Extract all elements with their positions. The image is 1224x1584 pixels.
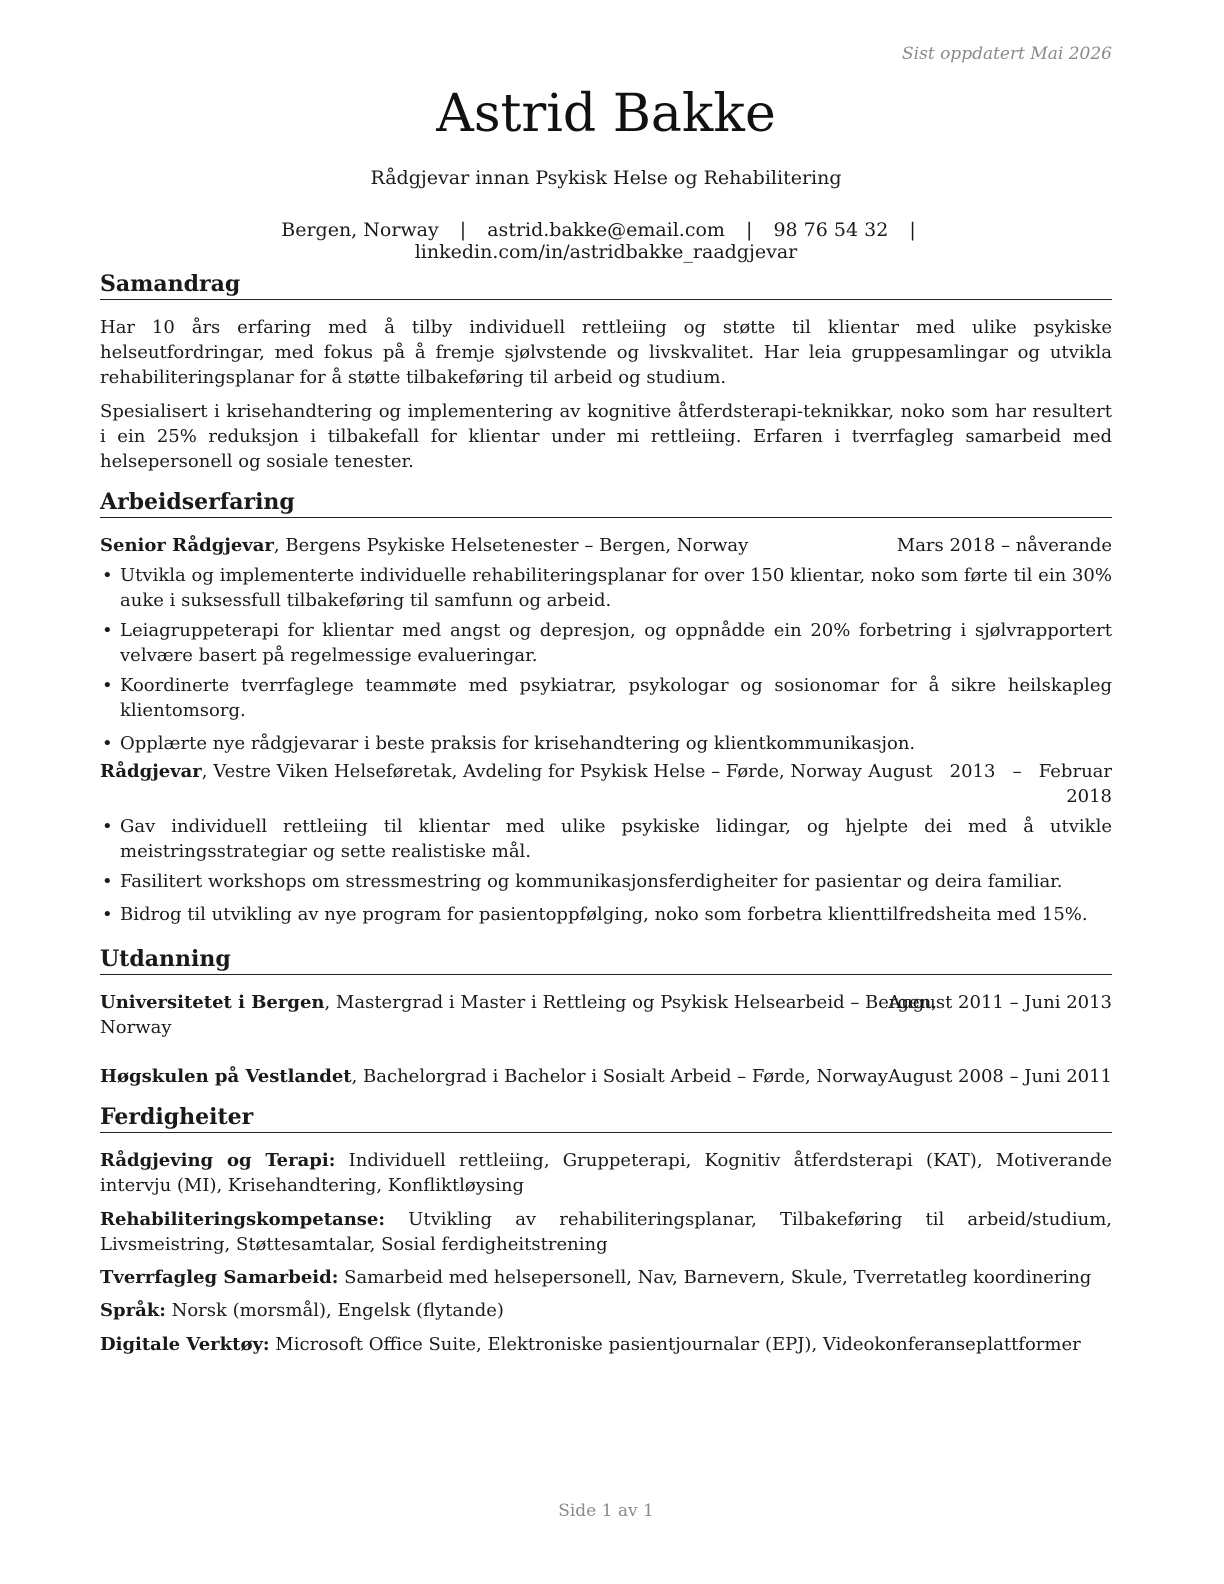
job-header [100, 759, 1112, 809]
education-entry [100, 990, 1112, 1040]
contact-separator: | [459, 219, 467, 241]
list-item: • Bidrog til utvikling av nye program for pasientoppfølging, noko som forbetra klienttilfredsheita med 15%. [102, 904, 1088, 925]
degree-detail: , Bachelorgrad i Bachelor i Sosialt Arbeid – Førde, Norway [351, 1066, 888, 1087]
job-bullets [100, 814, 1112, 927]
person-name: Astrid Bakke [436, 84, 776, 144]
education-dates: August 2008 – Juni 2011 [888, 1066, 1112, 1087]
section-heading-education: Utdanning [100, 945, 1112, 975]
skill-item: Språk: Norsk (morsmål), Engelsk (flytande) [100, 1300, 504, 1321]
summary-paragraph: Har 10 års erfaring med å tilby individuell rettleiing og støtte til klientar med ulike psykiske helseutfordringar, med fokus på å fremje sjølvstende og livskvalitet. Har leia gruppesamlingar og utvikla rehabiliteringsplanar for å støtte tilbakeføring til arbeid og studium. [100, 317, 1112, 388]
list-item: • Utvikla og implementerte individuelle rehabiliteringsplanar for over 150 klientar, noko som førte til ein 30% auke i suksessfull tilbakeføring til samfunn og arbeid. [102, 565, 1112, 611]
list-item: • Koordinerte tverrfaglege teammøte med psykiatrar, psykologar og sosionomar for å sikre heilskapleg klientomsorg. [102, 675, 1112, 721]
education-dates: August 2011 – Juni 2013 [888, 992, 1112, 1013]
contact-linkedin[interactable]: linkedin.com/in/astridbakke_raadgjevar [414, 241, 798, 263]
skill-item: Tverrfagleg Samarbeid: Samarbeid med helsepersonell, Nav, Barnevern, Skule, Tverretatleg koordinering [100, 1267, 1092, 1288]
contact-phone: 98 76 54 32 [773, 219, 889, 241]
job-organization: , Vestre Viken Helseføretak, Avdeling for Psykisk Helse – Førde, Norway [201, 761, 862, 782]
list-item: • Leiagruppeterapi for klientar med angst og depresjon, og oppnådde ein 20% forbetring i sjølvrapportert velvære basert på regelmessige evalueringar. [102, 620, 1112, 666]
section-heading-experience: Arbeidserfaring [100, 488, 1112, 518]
summary-paragraph: Spesialisert i krisehandtering og implementering av kognitive åtferdsterapi-teknikkar, noko som har resultert i ein 25% reduksjon i tilbakefall for klientar under mi rettleiing. Erfaren i tverrfagleg samarbeid med helsepersonell og sosiale tenester. [100, 401, 1112, 472]
contact-email[interactable]: astrid.bakke@email.com [487, 219, 725, 241]
list-item: • Gav individuell rettleiing til klientar med ulike psykiske lidingar, og hjelpte dei med å utvikle meistringsstrategiar og sette realistiske mål. [102, 816, 1112, 862]
last-updated: Sist oppdatert Mai 2026 [902, 44, 1112, 64]
contact-separator: | [746, 219, 753, 241]
skill-item: Digitale Verktøy: Microsoft Office Suite, Elektroniske pasientjournalar (EPJ), Videokonferanseplattformer [100, 1334, 1081, 1355]
list-item: • Fasilitert workshops om stressmestring og kommunikasjonsferdigheiter for pasientar og deira familiar. [102, 871, 1063, 892]
list-item: • Opplærte nye rådgjevarar i beste praksis for krisehandtering og klientkommunikasjon. [102, 733, 916, 754]
skill-item: Rehabiliteringskompetanse: Utvikling av rehabiliteringsplanar, Tilbakeføring til arbeid/studium, Livsmeistring, Støttesamtalar, Sosial ferdigheitstrening [100, 1209, 1112, 1255]
contact-location: Bergen, Norway [281, 219, 439, 241]
job-title: Rådgjevar innan Psykisk Helse og Rehabilitering [370, 167, 842, 189]
job-bullets [100, 563, 1112, 756]
job-dates: Mars 2018 – nåverande [896, 535, 1112, 556]
degree-detail: , Mastergrad i Master i Rettleing og Psykisk Helsearbeid – Bergen, [324, 992, 938, 1013]
section-heading-summary: Samandrag [100, 270, 1112, 300]
job-dates: August 2013 – Februar 2018 [868, 761, 1112, 807]
job-role: Senior Rådgjevar [100, 535, 274, 556]
job-role: Rådgjevar [100, 761, 202, 782]
section-heading-skills: Ferdigheiter [100, 1103, 1112, 1133]
contact-separator: | [909, 219, 916, 241]
school-name: Høgskulen på Vestlandet [100, 1066, 352, 1087]
resume-page [100, 0, 1112, 1584]
school-name: Universitetet i Bergen [100, 992, 325, 1013]
page-number: Side 1 av 1 [558, 1501, 654, 1521]
skill-item: Rådgjeving og Terapi: Individuell rettleiing, Gruppeterapi, Kognitiv åtferdsterapi (KAT), Motiverande intervju (MI), Krisehandtering, Konfliktløysing [100, 1150, 1112, 1196]
job-organization: , Bergens Psykiske Helsetenester – Bergen, Norway [273, 535, 749, 556]
degree-detail: Norway [100, 1017, 172, 1038]
contact-line [100, 219, 1112, 263]
